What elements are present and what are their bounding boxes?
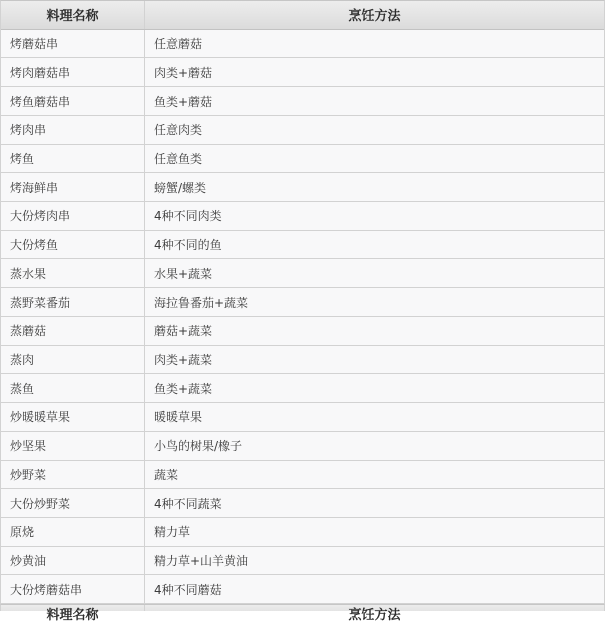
cooking-method-cell: 蔬菜 xyxy=(154,467,179,482)
cooking-method-cell: 蘑菇+蔬菜 xyxy=(154,324,213,339)
cooking-method-cell: 4种不同肉类 xyxy=(154,209,222,224)
table-row xyxy=(1,575,604,604)
dish-name-cell: 蒸肉 xyxy=(1,346,145,374)
cooking-method-cell: 海拉鲁番茄+蔬菜 xyxy=(154,295,249,310)
table-row xyxy=(1,145,604,174)
dish-name-cell: 大份烤鱼 xyxy=(1,231,145,259)
dish-name-cell: 蒸鱼 xyxy=(1,374,145,402)
table-row xyxy=(1,116,604,145)
cooking-method-cell: 任意蘑菇 xyxy=(154,37,203,52)
cooking-method-cell: 小鸟的树果/橡子 xyxy=(154,439,243,454)
cooking-method-cell: 精力草 xyxy=(154,525,191,540)
cooking-method-cell: 精力草+山羊黄油 xyxy=(154,554,249,569)
cooking-method-cell: 鱼类+蔬菜 xyxy=(154,381,213,396)
dish-name-cell: 烤肉蘑菇串 xyxy=(1,58,145,86)
table-row xyxy=(1,87,604,116)
table-row xyxy=(1,288,604,317)
cooking-method-cell: 4种不同的鱼 xyxy=(154,238,222,253)
table-row xyxy=(1,30,604,59)
dish-name-cell: 原烧 xyxy=(1,518,145,546)
dish-name-cell: 大份烤肉串 xyxy=(1,202,145,230)
cooking-method-cell: 鱼类+蘑菇 xyxy=(154,94,213,109)
table-row xyxy=(1,489,604,518)
table-row xyxy=(1,547,604,576)
table-row xyxy=(1,461,604,490)
table-row xyxy=(1,518,604,547)
table-row xyxy=(1,317,604,346)
dish-name-cell: 烤肉串 xyxy=(1,116,145,144)
cooking-method-cell: 4种不同蔬菜 xyxy=(154,496,222,511)
table-row xyxy=(1,403,604,432)
table-row xyxy=(1,202,604,231)
table-row xyxy=(1,374,604,403)
table-row xyxy=(1,58,604,87)
next-table-header-peek xyxy=(0,604,605,623)
cooking-method-cell: 水果+蔬菜 xyxy=(154,266,213,281)
table-row xyxy=(1,231,604,260)
cooking-method-cell: 任意肉类 xyxy=(154,123,203,138)
dish-name-cell: 烤蘑菇串 xyxy=(1,30,145,58)
dish-name-cell: 大份炒野菜 xyxy=(1,489,145,517)
dish-name-cell: 炒暖暖草果 xyxy=(1,403,145,431)
dish-name-cell: 蒸蘑菇 xyxy=(1,317,145,345)
next-header-cell-cooking-method: 烹饪方法 xyxy=(348,608,401,623)
table-row xyxy=(1,259,604,288)
dish-name-cell: 蒸水果 xyxy=(1,259,145,287)
dish-name-cell: 烤海鲜串 xyxy=(1,173,145,201)
table-row xyxy=(1,346,604,375)
dish-name-cell: 炒黄油 xyxy=(1,547,145,575)
dish-name-cell: 烤鱼 xyxy=(1,145,145,173)
cooking-method-cell: 4种不同蘑菇 xyxy=(154,582,222,597)
dish-name-cell: 大份烤蘑菇串 xyxy=(1,575,145,603)
dish-name-cell: 炒坚果 xyxy=(1,432,145,460)
table-row xyxy=(1,432,604,461)
dish-name-cell: 烤鱼蘑菇串 xyxy=(1,87,145,115)
header-cell-cooking-method: 烹饪方法 xyxy=(348,9,401,25)
cooking-method-cell: 暖暖草果 xyxy=(154,410,203,425)
dish-name-cell: 蒸野菜番茄 xyxy=(1,288,145,316)
cooking-method-cell: 肉类+蔬菜 xyxy=(154,352,213,367)
cooking-method-cell: 肉类+蘑菇 xyxy=(154,65,213,80)
header-cell-dish-name: 料理名称 xyxy=(1,1,145,29)
cooking-method-cell: 任意鱼类 xyxy=(154,151,203,166)
cooking-method-cell: 螃蟹/螺类 xyxy=(154,180,207,195)
next-header-cell-dish-name: 料理名称 xyxy=(1,605,145,611)
table-row xyxy=(1,173,604,202)
dish-name-cell: 炒野菜 xyxy=(1,461,145,489)
table-header-row xyxy=(1,1,604,30)
